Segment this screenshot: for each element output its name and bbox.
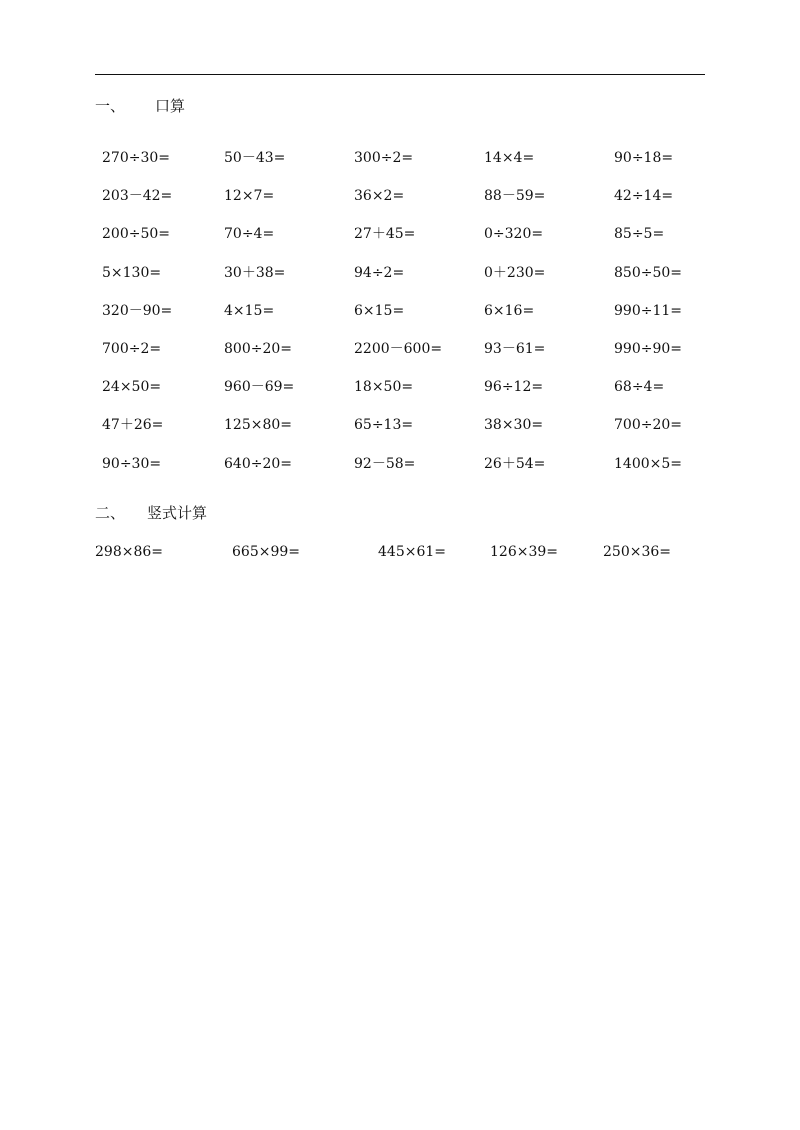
vertical-problem: 250×36= bbox=[603, 544, 671, 560]
section-title: 口算 bbox=[155, 97, 186, 115]
oral-problem: 26＋54= bbox=[484, 455, 546, 472]
vertical-problem: 665×99= bbox=[232, 544, 300, 560]
oral-problem: 27＋45= bbox=[354, 226, 416, 243]
oral-problem: 94÷2= bbox=[354, 264, 405, 281]
oral-problem: 125×80= bbox=[224, 417, 292, 434]
oral-problem: 640÷20= bbox=[224, 455, 292, 472]
oral-problem: 68÷4= bbox=[614, 379, 665, 396]
oral-problem: 320－90= bbox=[102, 302, 173, 319]
oral-problem: 6×16= bbox=[484, 302, 535, 319]
problem-row bbox=[102, 377, 702, 415]
oral-problem: 850÷50= bbox=[614, 264, 682, 281]
oral-problem: 270÷30= bbox=[102, 150, 170, 166]
oral-problem: 88－59= bbox=[484, 188, 546, 205]
oral-problem: 90÷18= bbox=[614, 150, 674, 166]
oral-problem: 42÷14= bbox=[614, 188, 674, 205]
oral-problem: 50－43= bbox=[224, 150, 286, 166]
section-heading-oral bbox=[95, 96, 185, 116]
oral-problem: 0÷320= bbox=[484, 226, 544, 243]
problem-row bbox=[102, 186, 702, 224]
problem-row bbox=[102, 148, 702, 186]
oral-problem: 24×50= bbox=[102, 379, 162, 396]
section-number: 一、 bbox=[95, 97, 126, 115]
problem-row bbox=[102, 224, 702, 262]
oral-problem: 700÷20= bbox=[614, 417, 682, 434]
vertical-calculation-row bbox=[0, 542, 800, 564]
problem-row bbox=[102, 454, 702, 492]
oral-problem: 12×7= bbox=[224, 188, 275, 205]
oral-problem: 85÷5= bbox=[614, 226, 665, 243]
header-rule bbox=[95, 74, 705, 75]
problem-row bbox=[102, 263, 702, 301]
oral-problem: 70÷4= bbox=[224, 226, 275, 243]
section-title: 竖式计算 bbox=[147, 504, 208, 522]
oral-problem: 38×30= bbox=[484, 417, 544, 434]
oral-problem: 92－58= bbox=[354, 455, 416, 472]
oral-problem: 990÷11= bbox=[614, 302, 682, 319]
oral-problem: 90÷30= bbox=[102, 455, 162, 472]
oral-problem: 14×4= bbox=[484, 150, 535, 166]
problem-row bbox=[102, 339, 702, 377]
oral-problem: 36×2= bbox=[354, 188, 405, 205]
oral-calculation-grid bbox=[102, 148, 702, 492]
oral-problem: 990÷90= bbox=[614, 340, 682, 357]
vertical-problem: 298×86= bbox=[95, 544, 163, 560]
oral-problem: 960－69= bbox=[224, 379, 295, 396]
oral-problem: 6×15= bbox=[354, 302, 405, 319]
problem-row bbox=[102, 301, 702, 339]
oral-problem: 700÷2= bbox=[102, 340, 162, 357]
oral-problem: 300÷2= bbox=[354, 150, 414, 166]
problem-row bbox=[102, 415, 702, 453]
oral-problem: 1400×5= bbox=[614, 455, 682, 472]
oral-problem: 2200－600= bbox=[354, 340, 443, 357]
oral-problem: 200÷50= bbox=[102, 226, 170, 243]
oral-problem: 47＋26= bbox=[102, 417, 164, 434]
oral-problem: 30＋38= bbox=[224, 264, 286, 281]
section-heading-vertical bbox=[95, 503, 207, 523]
vertical-problem: 445×61= bbox=[378, 544, 446, 560]
oral-problem: 800÷20= bbox=[224, 340, 292, 357]
section-number: 二、 bbox=[95, 504, 126, 522]
oral-problem: 203－42= bbox=[102, 188, 173, 205]
vertical-problem: 126×39= bbox=[490, 544, 558, 560]
oral-problem: 5×130= bbox=[102, 264, 162, 281]
oral-problem: 96÷12= bbox=[484, 379, 544, 396]
oral-problem: 93－61= bbox=[484, 340, 546, 357]
oral-problem: 18×50= bbox=[354, 379, 414, 396]
oral-problem: 0＋230= bbox=[484, 264, 546, 281]
oral-problem: 4×15= bbox=[224, 302, 275, 319]
oral-problem: 65÷13= bbox=[354, 417, 414, 434]
